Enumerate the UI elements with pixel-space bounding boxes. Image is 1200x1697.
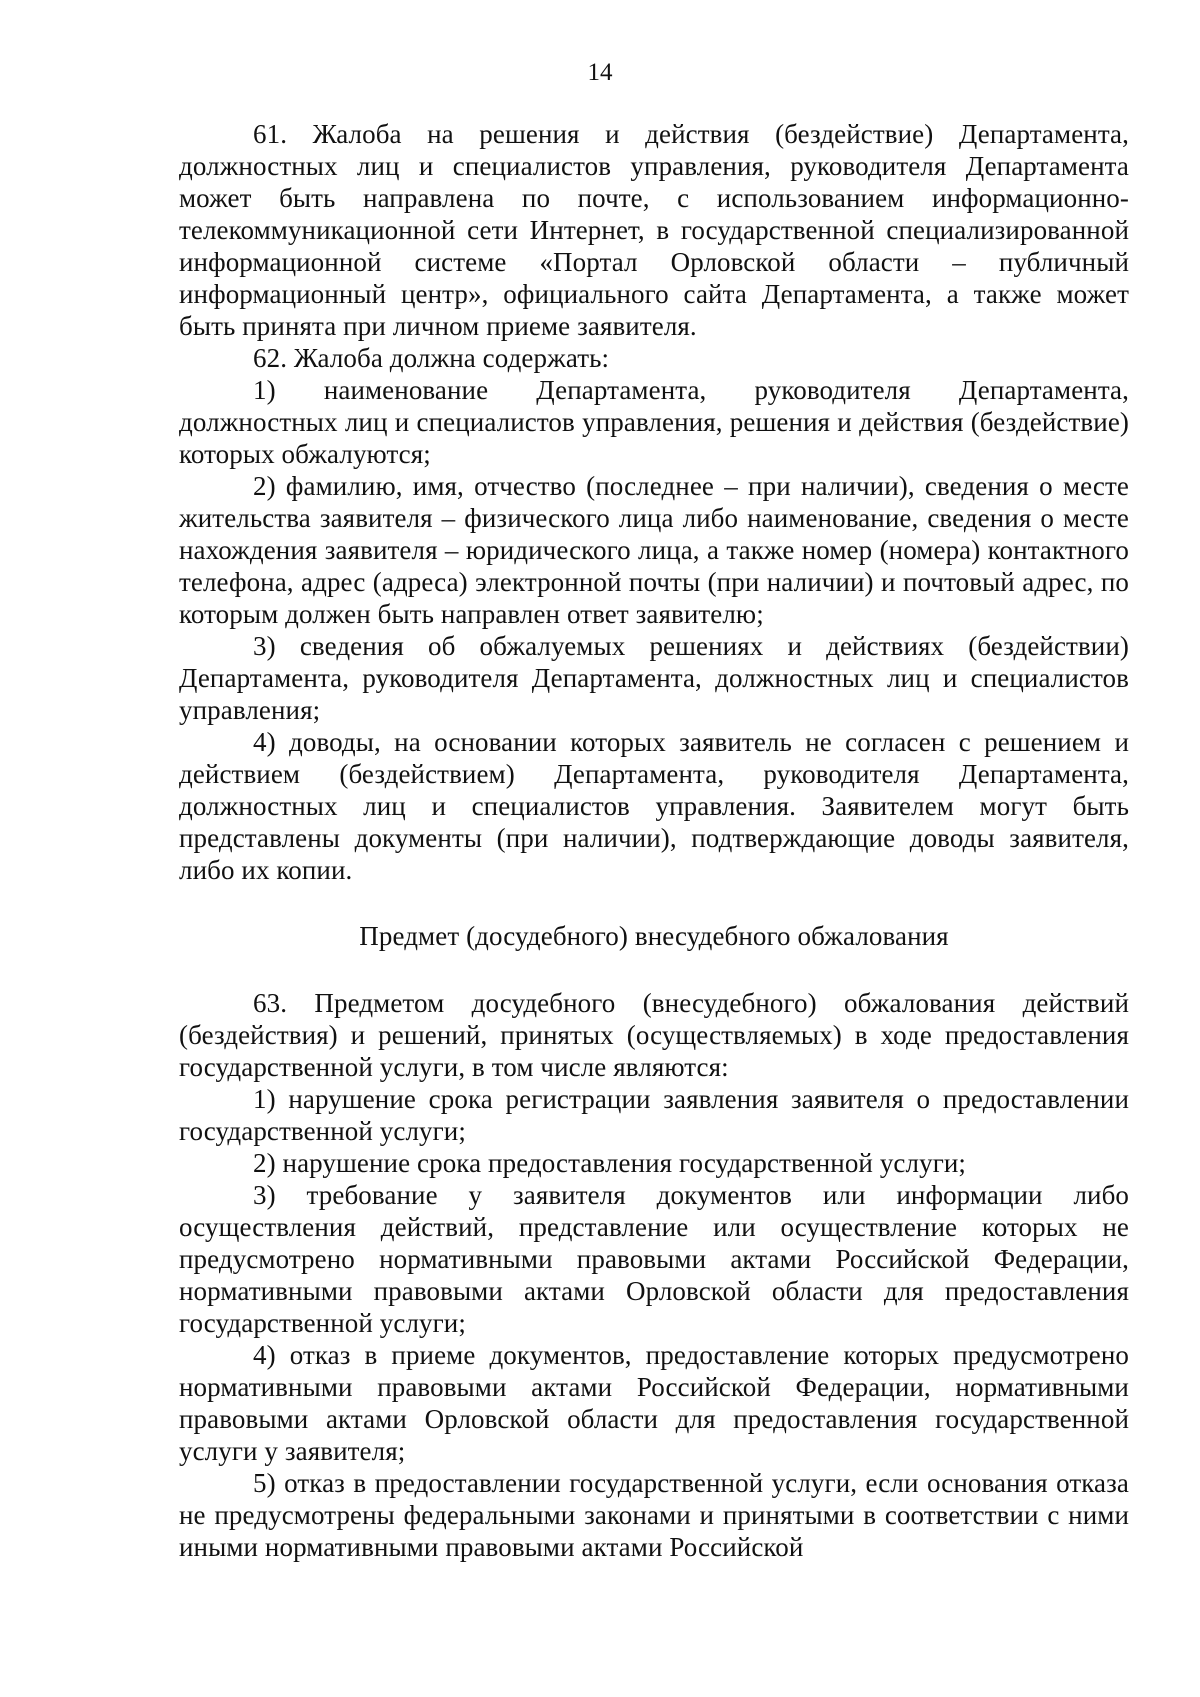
paragraph-62: 62. Жалоба должна содержать: bbox=[253, 343, 610, 373]
paragraph-61: 61. Жалоба на решения и действия (бездействие) Департамента, должностных лиц и специалистов управления, руководителя Департамента может быть направлена по почте, с использованием информационно-телекоммуникационной сети Интернет, в государственной специализированной информационной системе «Портал Орловской области – публичный информационный центр», официального сайта Департамента, а также может быть принята при личном приеме заявителя. bbox=[179, 119, 1129, 341]
document-body bbox=[179, 118, 1129, 1563]
paragraph-63-item-3: 3) требование у заявителя документов или информации либо осуществления действий, представление или осуществление которых не предусмотрено нормативными правовыми актами Российской Федерации, нормативными правовыми актами Орловской области для предоставления государственной услуги; bbox=[179, 1180, 1129, 1338]
paragraph-63: 63. Предметом досудебного (внесудебного) обжалования действий (бездействия) и решений, принятых (осуществляемых) в ходе предоставления государственной услуги, в том числе являются: bbox=[179, 988, 1129, 1082]
paragraph-62-item-4: 4) доводы, на основании которых заявитель не согласен с решением и действием (бездействием) Департамента, руководителя Департамента, должностных лиц и специалистов управления. Заявителем могут быть представлены документы (при наличии), подтверждающие доводы заявителя, либо их копии. bbox=[179, 727, 1129, 885]
paragraph-63-item-1: 1) нарушение срока регистрации заявления заявителя о предоставлении государственной услуги; bbox=[179, 1084, 1129, 1146]
paragraph-62-item-2: 2) фамилию, имя, отчество (последнее – при наличии), сведения о месте жительства заявителя – физического лица либо наименование, сведения о месте нахождения заявителя – юридического лица, а также номер (номера) контактного телефона, адрес (адреса) электронной почты (при наличии) и почтовый адрес, по которым должен быть направлен ответ заявителю; bbox=[179, 471, 1129, 629]
paragraph-63-item-2: 2) нарушение срока предоставления государственной услуги; bbox=[253, 1148, 967, 1178]
paragraph-63-item-5: 5) отказ в предоставлении государственной услуги, если основания отказа не предусмотрены федеральными законами и принятыми в соответствии с ними иными нормативными правовыми актами Российской bbox=[179, 1468, 1129, 1562]
page-number: 14 bbox=[587, 59, 613, 86]
paragraph-63-item-4: 4) отказ в приеме документов, предоставление которых предусмотрено нормативными правовыми актами Российской Федерации, нормативными правовыми актами Орловской области для предоставления государственной услуги у заявителя; bbox=[179, 1340, 1129, 1466]
paragraph-62-item-1: 1) наименование Департамента, руководителя Департамента, должностных лиц и специалистов управления, решения и действия (бездействие) которых обжалуются; bbox=[179, 375, 1129, 469]
paragraph-62-item-3: 3) сведения об обжалуемых решениях и действиях (бездействии) Департамента, руководителя Департамента, должностных лиц и специалистов управления; bbox=[179, 631, 1129, 725]
section-heading: Предмет (досудебного) внесудебного обжалования bbox=[359, 921, 949, 951]
